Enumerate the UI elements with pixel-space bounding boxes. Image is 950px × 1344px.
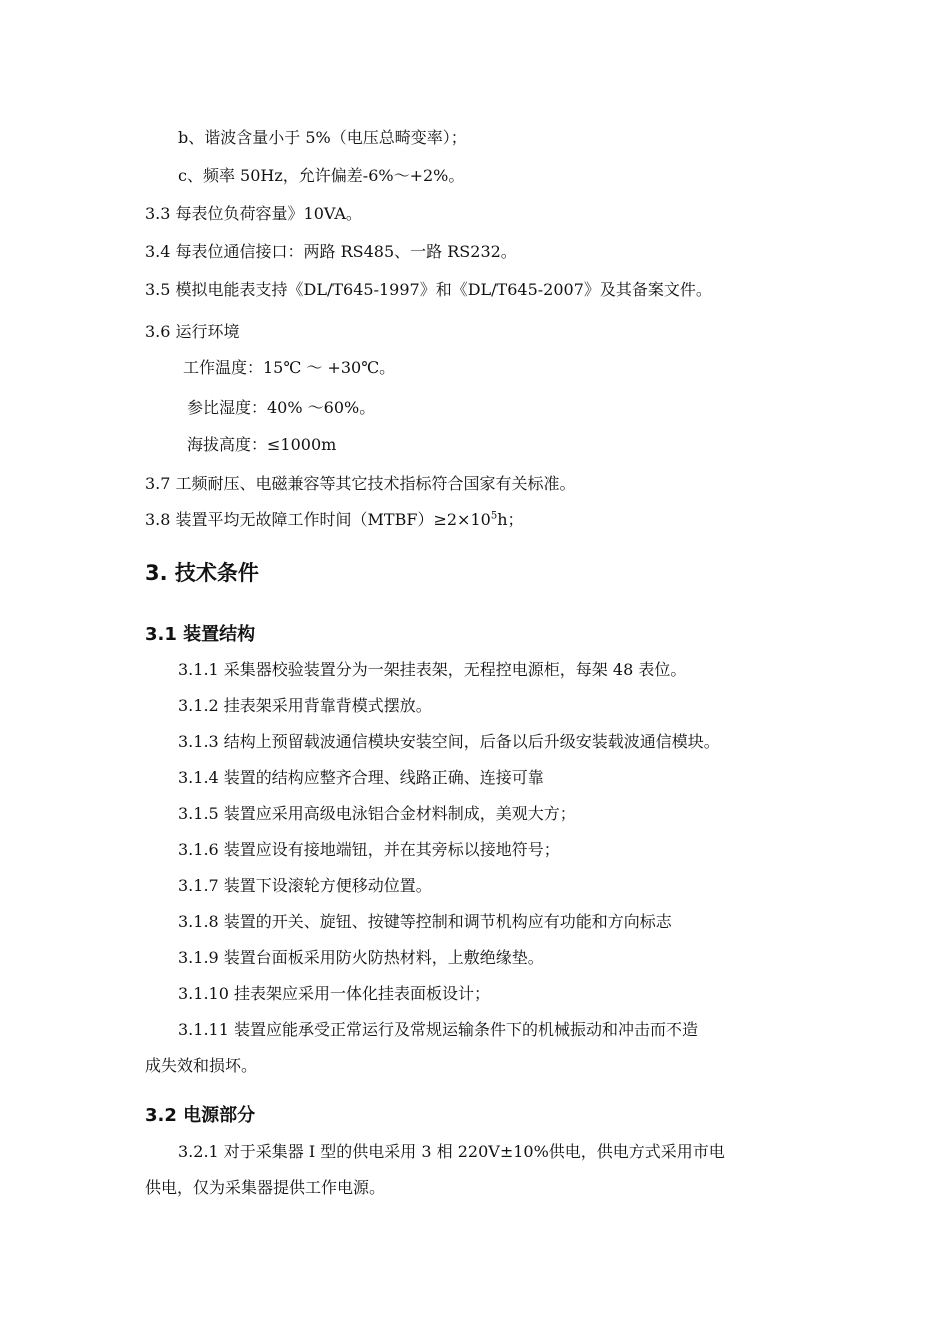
env-altitude: 海拔高度：≤1000m: [187, 435, 337, 454]
structure-item-3: 3.1.3 结构上预留载波通信模块安装空间，后备以后升级安装载波通信模块。: [178, 732, 720, 751]
structure-item-11-cont: 成失效和损坏。: [145, 1056, 258, 1075]
mtbf-unit: h；: [497, 510, 524, 529]
subsection-3-2-title: 3.2 电源部分: [145, 1105, 256, 1126]
spec-3-7: 3.7 工频耐压、电磁兼容等其它技术指标符合国家有关标准。: [145, 474, 576, 493]
mtbf-exponent: 5: [490, 510, 498, 522]
spec-3-5: 3.5 模拟电能表支持《DL/T645-1997》和《DL/T645-2007》及其备案文件。: [145, 280, 712, 299]
env-humidity: 参比湿度：40% ～60%。: [187, 398, 376, 417]
structure-item-5: 3.1.5 装置应采用高级电泳铝合金材料制成，美观大方；: [178, 804, 576, 823]
section-title: 3. 技术条件: [145, 561, 259, 585]
structure-item-2: 3.1.2 挂表架采用背靠背模式摆放。: [178, 696, 432, 715]
structure-item-4: 3.1.4 装置的结构应整齐合理、线路正确、连接可靠: [178, 768, 544, 787]
mtbf-text: 3.8 装置平均无故障工作时间（MTBF）≥2×10: [145, 510, 491, 529]
spec-3-6: 3.6 运行环境: [145, 322, 240, 341]
power-item-1-cont: 供电，仅为采集器提供工作电源。: [145, 1178, 386, 1197]
list-item-c: c、频率 50Hz，允许偏差-6%～+2%。: [178, 166, 465, 185]
structure-item-7: 3.1.7 装置下设滚轮方便移动位置。: [178, 876, 432, 895]
structure-item-11: 3.1.11 装置应能承受正常运行及常规运输条件下的机械振动和冲击而不造: [178, 1020, 698, 1039]
spec-3-4: 3.4 每表位通信接口：两路 RS485、一路 RS232。: [145, 242, 517, 261]
env-temperature: 工作温度：15℃ ～ +30℃。: [183, 358, 396, 377]
structure-item-6: 3.1.6 装置应设有接地端钮，并在其旁标以接地符号；: [178, 840, 560, 859]
spec-3-8: [145, 509, 524, 531]
structure-item-10: 3.1.10 挂表架应采用一体化挂表面板设计；: [178, 984, 490, 1003]
structure-item-8: 3.1.8 装置的开关、旋钮、按键等控制和调节机构应有功能和方向标志: [178, 912, 672, 931]
subsection-3-1-title: 3.1 装置结构: [145, 624, 256, 645]
list-item-b: b、谐波含量小于 5%（电压总畸变率）；: [178, 128, 467, 147]
structure-item-1: 3.1.1 采集器校验装置分为一架挂表架，无程控电源柜，每架 48 表位。: [178, 660, 687, 679]
structure-item-9: 3.1.9 装置台面板采用防火防热材料，上敷绝缘垫。: [178, 948, 544, 967]
power-item-1: 3.2.1 对于采集器 I 型的供电采用 3 相 220V±10%供电，供电方式采用市电: [178, 1142, 725, 1161]
spec-3-3: 3.3 每表位负荷容量》10VA。: [145, 204, 362, 223]
